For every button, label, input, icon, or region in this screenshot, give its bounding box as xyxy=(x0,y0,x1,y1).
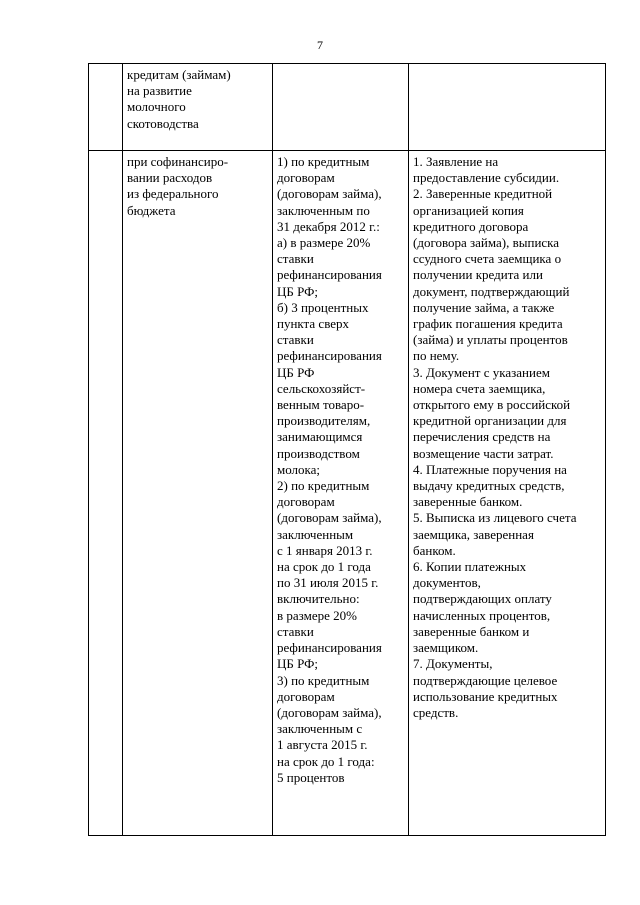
cell-text: при софинансиро- вании расходов из федерального бюджета xyxy=(127,154,229,218)
cell-rate xyxy=(273,151,409,836)
cell-rate xyxy=(273,64,409,151)
cell-subsidy-type xyxy=(123,64,273,151)
cell-index xyxy=(89,64,123,151)
cell-text: 1. Заявление на предоставление субсидии. 2. Заверенные кредитной организацией копия кредитного договора (договора займа), выписка ссудного счета заемщика о получении кредита или документ, подтверждающий получение займа, а также график погашения кредита (займа) и уплаты процентов по нему. 3. Документ с указанием номера счета заемщика, открытого ему в российской кредитной организации для перечисления средств на возмещение части затрат. 4. Платежные поручения на выдачу кредитных средств, заверенные банком. 5. Выписка из лицевого счета заемщика, заверенная банком. 6. Копии платежных документов, подтверждающих оплату начисленных процентов, заверенные банком и заемщиком. 7. Документы, подтверждающие целевое использование кредитных средств. xyxy=(413,154,577,720)
cell-documents xyxy=(409,151,606,836)
table-row xyxy=(89,64,606,151)
cell-text: кредитам (займам) на развитие молочного скотоводства xyxy=(127,67,231,131)
page-number: 7 xyxy=(317,38,323,52)
cell-text: 1) по кредитным договорам (договорам займа), заключенным по 31 декабря 2012 г.: а) в размере 20% ставки рефинансирования ЦБ РФ; б) 3 процентных пункта сверх ставки рефинансирования ЦБ РФ сельскохозяйст- венным товаро- производителям, занимающимся производством молока; 2) по кредитным договорам (договорам займа), заключенным с 1 января 2013 г. на срок до 1 года по 31 июля 2015 г. включительно: в размере 20% ставки рефинансирования ЦБ РФ; 3) по кредитным договорам (договорам займа), заключенным с 1 августа 2015 г. на срок до 1 года: 5 процентов xyxy=(277,154,382,785)
cell-documents xyxy=(409,64,606,151)
table-row xyxy=(89,151,606,836)
document-table xyxy=(88,63,606,836)
cell-subsidy-type xyxy=(123,151,273,836)
cell-index xyxy=(89,151,123,836)
